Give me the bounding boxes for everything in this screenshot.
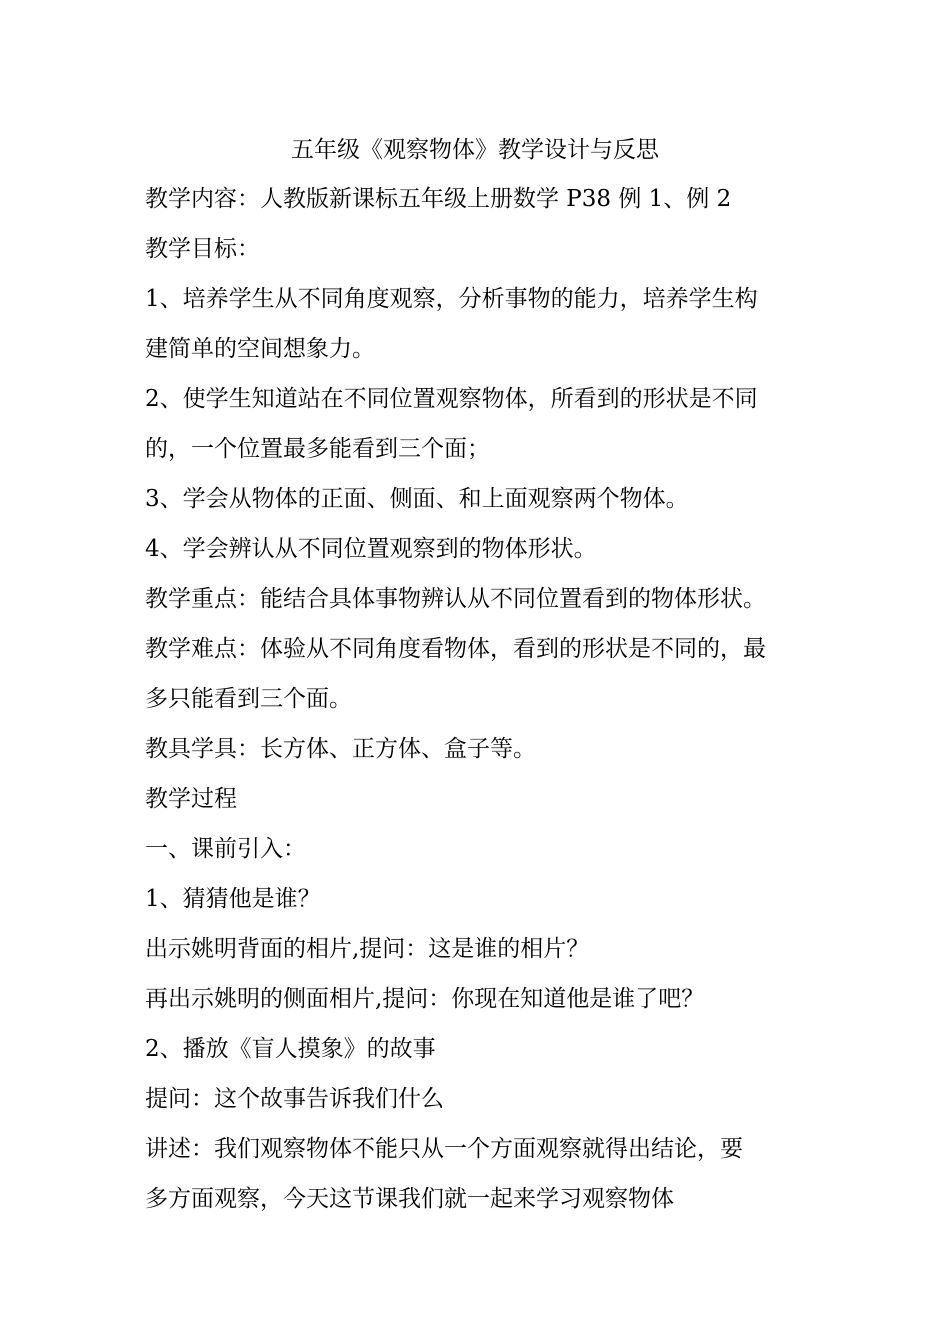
text-line: 出示姚明背面的相片,提问：这是谁的相片？ xyxy=(145,936,590,962)
text-line: 教学难点：体验从不同角度看物体，看到的形状是不同的，最 xyxy=(145,636,766,662)
text-line: 3、学会从物体的正面、侧面、和上面观察两个物体。 xyxy=(145,486,689,512)
text-line: 教具学具：长方体、正方体、盒子等。 xyxy=(145,736,536,762)
text-line: 2、播放《盲人摸象》的故事 xyxy=(145,1036,436,1062)
text-line: 提问：这个故事告诉我们什么 xyxy=(145,1086,444,1112)
text-line: 一、课前引入： xyxy=(145,836,306,862)
document-body xyxy=(145,177,845,1227)
text-line: 教学内容：人教版新课标五年级上册数学 P38 例 1、例 2 xyxy=(145,186,732,212)
text-line: 再出示姚明的侧面相片,提问：你现在知道他是谁了吧？ xyxy=(145,986,705,1012)
text-line: 建简单的空间想象力。 xyxy=(145,336,375,362)
text-line: 4、学会辨认从不同位置观察到的物体形状。 xyxy=(145,536,597,562)
text-line: 1、猜猜他是谁？ xyxy=(145,886,321,912)
text-line: 教学重点：能结合具体事物辨认从不同位置看到的物体形状。 xyxy=(145,586,766,612)
text-line: 多只能看到三个面。 xyxy=(145,686,352,712)
text-line: 教学过程 xyxy=(145,786,237,812)
text-line: 1、培养学生从不同角度观察，分析事物的能力，培养学生构 xyxy=(145,286,758,312)
text-line: 2、使学生知道站在不同位置观察物体，所看到的形状是不同 xyxy=(145,386,758,412)
text-line: 教学目标： xyxy=(145,236,260,262)
document-title: 五年级《观察物体》教学设计与反思 xyxy=(291,137,659,163)
text-line: 讲述：我们观察物体不能只从一个方面观察就得出结论，要 xyxy=(145,1136,743,1162)
text-line: 多方面观察，今天这节课我们就一起来学习观察物体 xyxy=(145,1186,674,1212)
text-line: 的，一个位置最多能看到三个面； xyxy=(145,436,490,462)
